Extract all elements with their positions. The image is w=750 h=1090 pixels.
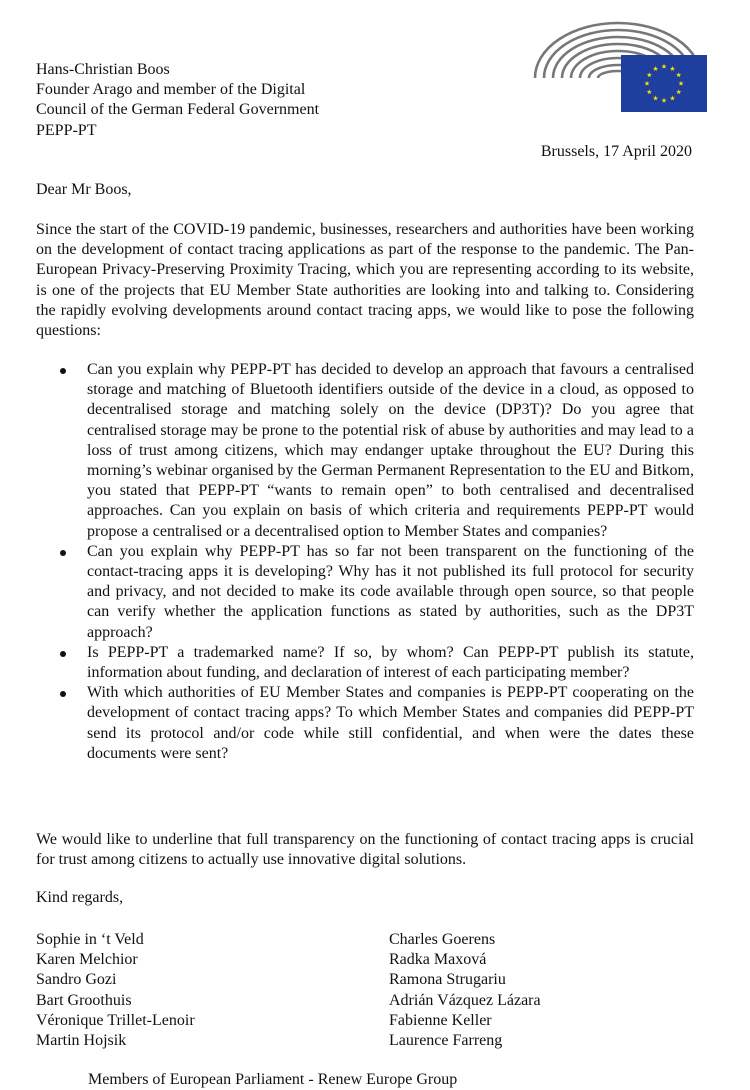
question-list [36, 360, 694, 764]
salutation: Dear Mr Boos, [36, 181, 132, 198]
bullet-icon [60, 691, 66, 697]
signatory-name: Véronique Trillet-Lenoir [36, 1011, 195, 1029]
question-item [36, 542, 694, 643]
regards: Kind regards, [36, 889, 124, 906]
signatory-name: Bart Groothuis [36, 991, 132, 1009]
signatories-left-column [36, 930, 195, 1051]
question-text: Is PEPP-PT a trademarked name? If so, by whom? Can PEPP-PT publish its statute, information about funding, and declaration of interest of each participating member? [87, 643, 694, 682]
recipient-address [36, 60, 456, 141]
recipient-name: Hans-Christian Boos [36, 61, 170, 78]
signatory-name: Sandro Gozi [36, 971, 117, 989]
eu-flag-icon [621, 55, 707, 112]
recipient-role-line-2: Council of the German Federal Government [36, 101, 320, 119]
question-text: With which authorities of EU Member States and companies is PEPP-PT cooperating on the development of contact tracing apps? To which Member States and companies did PEPP-PT send its protocol and/or code while still confidential, and when were the dates these documents were sent? [87, 684, 694, 762]
bullet-icon [60, 368, 66, 374]
recipient-role-line-1: Founder Arago and member of the Digital [36, 81, 306, 99]
signatory-name: Fabienne Keller [389, 1011, 492, 1029]
bullet-icon [60, 651, 66, 657]
dateline: Brussels, 17 April 2020 [540, 143, 692, 160]
signatory-name: Ramona Strugariu [389, 971, 506, 989]
signatory-name: Adrián Vázquez Lázara [389, 991, 541, 1009]
question-item [36, 360, 694, 542]
bullet-icon [60, 550, 66, 556]
closing-paragraph: We would like to underline that full transparency on the functioning of contact tracing apps is crucial for trust among citizens to actually use innovative digital solutions. [36, 831, 694, 869]
recipient-organisation: PEPP-PT [36, 121, 97, 139]
signatory-name: Laurence Farreng [389, 1032, 503, 1050]
signatories-right-column [389, 930, 541, 1051]
signatory-name: Sophie in ‘t Veld [36, 931, 144, 948]
question-text: Can you explain why PEPP-PT has so far not been transparent on the functioning of the contact-tracing apps it is developing? Why has it not published its full protocol for security and privacy, and not decided to make its code available through open source, so that people can verify whether the application functions as stated by authorities, such as the DP3T approach? [87, 542, 694, 641]
signatory-name: Charles Goerens [389, 931, 496, 948]
question-text: Can you explain why PEPP-PT has decided to develop an approach that favours a centralised storage and matching of Bluetooth identifiers outside of the device in a cloud, as opposed to decentralised storage and matching solely on the device (DP3T)? Do you agree that centralised storage may be prone to the potential risk of abuse by authorities and may lead to a loss of trust among citizens, which may endanger uptake throughout the EU? During this morning’s webinar organised by the German Permanent Representation to the EU and Bitkom, you stated that PEPP-PT “wants to remain open” to both centralised and decentralised approaches. Can you explain on basis of which criteria and requirements PEPP-PT would propose a centralised or a decentralised option to Member States and companies? [87, 361, 694, 540]
signatory-name: Radka Maxová [389, 951, 487, 969]
intro-paragraph: Since the start of the COVID-19 pandemic, businesses, researchers and authorities have been working on the development of contact tracing applications as part of the response to the pandemic. The Pan-European Privacy-Preserving Proximity Tracing, which you are representing according to its website, is one of the projects that EU Member State authorities are looking into and talking to. Considering the rapidly evolving developments around contact tracing apps, we would like to pose the following questions: [36, 221, 694, 340]
question-item [36, 683, 694, 764]
signatory-name: Martin Hojsik [36, 1032, 127, 1050]
question-item [36, 643, 694, 683]
european-parliament-logo [525, 10, 715, 114]
signatory-name: Karen Melchior [36, 951, 138, 969]
group-affiliation: Members of European Parliament - Renew Europe Group [88, 1071, 458, 1088]
